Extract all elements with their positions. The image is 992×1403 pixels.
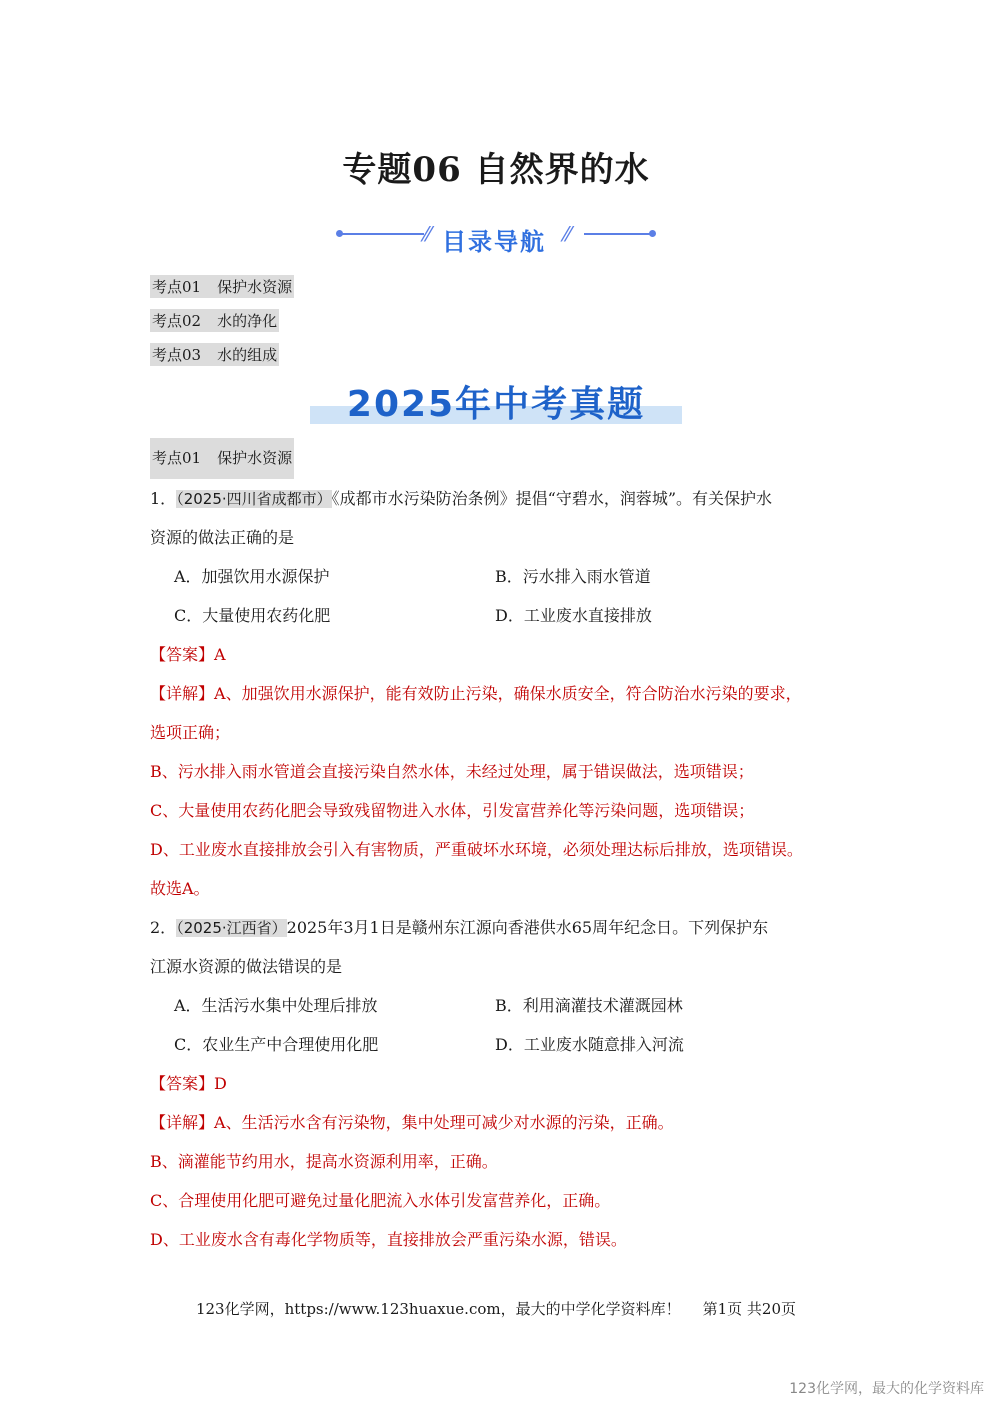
page-footer [0, 1298, 992, 1319]
question-stem: 1．（2025·四川省成都市）《成都市水污染防治条例》提倡“守碧水，润蓉城”。有关保护水 [150, 489, 773, 508]
divider [584, 233, 650, 235]
question-stem: 2．（2025·江西省）2025年3月1日是赣州东江源向香港供水65周年纪念日。下列保护东 [150, 918, 769, 937]
explanation: 【详解】A、生活污水含有污染物，集中处理可减少对水源的污染，正确。 [150, 1113, 674, 1132]
footer-site[interactable]: 123化学网，https://www.123huaxue.com，最大的中学化学资料库！ [195, 1300, 681, 1318]
answer: 【答案】D [150, 1074, 227, 1093]
toc-banner [336, 220, 656, 260]
answer: 【答案】A [150, 645, 226, 664]
toc-item[interactable]: 考点03 水的组成 [150, 343, 279, 366]
explanation: 【详解】A、加强饮用水源保护，能有效防止污染，确保水质安全，符合防治水污染的要求， [150, 684, 802, 703]
option-b: B．污水排入雨水管道 [495, 567, 651, 586]
toc-item[interactable]: 考点02 水的净化 [150, 309, 279, 332]
dot-icon [649, 230, 656, 237]
divider [342, 233, 424, 235]
option-c: C．大量使用农药化肥 [174, 606, 331, 625]
slash-icon: ⁄⁄ [424, 222, 431, 246]
toc-list [150, 275, 294, 377]
year-banner [310, 376, 682, 426]
section-heading: 考点01 保护水资源 [150, 438, 294, 479]
question-source: （2025·江西省） [176, 919, 287, 937]
option-c: C．农业生产中合理使用化肥 [174, 1035, 379, 1054]
option-b: B．利用滴灌技术灌溉园林 [495, 996, 683, 1015]
slash-icon: ⁄⁄ [564, 222, 571, 246]
page-title: 专题06 自然界的水 [342, 150, 650, 190]
page-number: 第1页 共20页 [702, 1300, 797, 1318]
year-banner-text: 2025年中考真题 [346, 384, 646, 425]
question-source: （2025·四川省成都市） [176, 490, 332, 508]
question-content: 考点01 保护水资源 1．（2025·四川省成都市）《成都市水污染防治条例》提倡“守碧水，润蓉城”。有关保护水 资源的做法正确的是 A．加强饮用水源保护 B．污水排入雨水管道 C．大量使用农药化肥 D．工业废水直接排放 【答案】A 【详解】A、加强饮用水源保护，能有效防止污染，确保水质安全，符合防治水污染的要求， 选项正确； B、污水排入雨水管道会直接污染自然水体，未经过处理，属于错误做法，选项错误； C、大量使用农药化肥会导致残留物进入水体，引发富营养化等污染问题，选项错误； D、工业废水直接排放会引入有害物质，严重破坏水环境，必须处理达标后排放，选项错误。 故选A。 2．（2025·江西省）2025年3月1日是赣州东江源向香港供水65周年纪念日。下列保护东 江源水资源的做法错误的是 A．生活污水集中处理后排放 B．利用滴灌技术灌溉园林 C．农业生产中合理使用化肥 D．工业废水随意排入河流 【答案】D 【详解】A、生活污水含有污染物，集中处理可减少对水源的污染，正确。 B、滴灌能节约用水，提高水资源利用率，正确。 C、合理使用化肥可避免过量化肥流入水体引发富营养化，正确。 D、工业废水含有毒化学物质等，直接排放会严重污染水源，错误。 [150, 438, 850, 1259]
option-d: D．工业废水直接排放 [495, 606, 652, 625]
option-a: A．生活污水集中处理后排放 [174, 996, 378, 1015]
toc-banner-text: 目录导航 [442, 228, 546, 256]
option-a: A．加强饮用水源保护 [174, 567, 330, 586]
option-d: D．工业废水随意排入河流 [495, 1035, 684, 1054]
watermark: 123化学网，最大的化学资料库 [789, 1381, 984, 1397]
toc-item[interactable]: 考点01 保护水资源 [150, 275, 294, 298]
